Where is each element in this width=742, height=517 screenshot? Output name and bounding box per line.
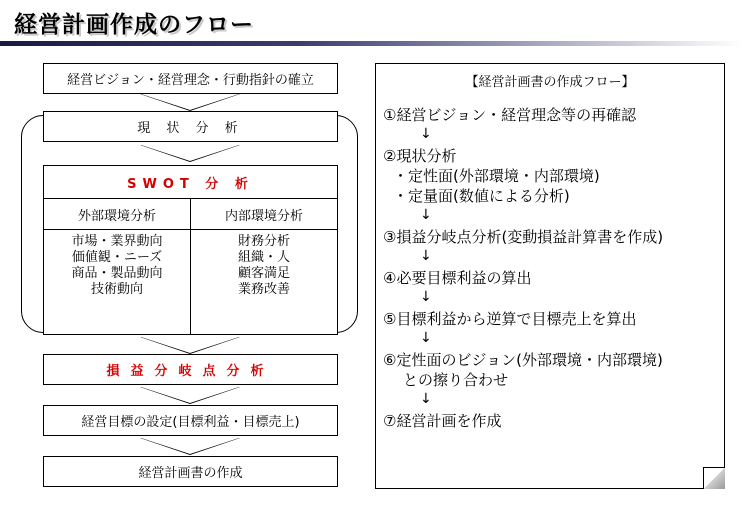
step-2-quantitative: ・定量面(数値による分析)	[393, 187, 570, 205]
flow-arrow-3	[140, 337, 240, 354]
internal-header: 内部環境分析	[191, 199, 337, 230]
external-header: 外部環境分析	[44, 199, 190, 230]
internal-item: 顧客満足	[237, 266, 290, 281]
current-analysis-box: 現 状 分 析	[43, 111, 338, 142]
step-6: ⑥定性面のビジョン(外部環境・内部環境)	[383, 351, 663, 369]
step-7: ⑦経営計画を作成	[383, 412, 502, 430]
step-4: ④必要目標利益の算出	[383, 269, 532, 287]
flow-arrow-4	[140, 387, 240, 404]
panel-title: 【経営計画書の作成フロー】	[465, 75, 635, 90]
external-item: 市場・業界動向	[71, 234, 163, 249]
title-underline-bar	[0, 41, 742, 46]
down-arrow: ↓	[420, 391, 432, 407]
flow-arrow-5	[140, 438, 240, 455]
internal-item: 財務分析	[237, 234, 290, 249]
internal-column	[190, 199, 337, 335]
page-curl-corner	[703, 467, 725, 489]
flow-arrow-2	[140, 145, 240, 162]
external-list	[44, 230, 190, 298]
step-5: ⑤目標利益から逆算で目標売上を算出	[383, 310, 637, 328]
page-title: 経営計画作成のフロー	[14, 12, 254, 38]
down-arrow: ↓	[420, 330, 432, 346]
step-1: ①経営ビジョン・経営理念等の再確認	[383, 106, 637, 124]
goal-setting-box: 経営目標の設定(目標利益・目標売上)	[43, 405, 338, 436]
breakeven-analysis-box: 損益分岐点分析	[43, 354, 338, 385]
flow-arrow-1	[140, 94, 240, 111]
swot-box	[43, 165, 338, 335]
external-column	[44, 199, 190, 335]
step-3: ③損益分岐点分析(変動損益計算書を作成)	[383, 228, 664, 246]
down-arrow: ↓	[420, 289, 432, 305]
external-item: 価値観・ニーズ	[71, 250, 163, 265]
internal-item: 組織・人	[237, 250, 290, 265]
step-2: ②現状分析	[383, 147, 457, 165]
down-arrow: ↓	[420, 207, 432, 223]
step-6-continued: との擦り合わせ	[403, 371, 509, 389]
internal-list	[191, 230, 337, 298]
plan-document-box: 経営計画書の作成	[43, 456, 338, 487]
down-arrow: ↓	[420, 248, 432, 264]
down-arrow: ↓	[420, 126, 432, 142]
step-2-qualitative: ・定性面(外部環境・内部環境)	[393, 167, 600, 185]
external-item: 商品・製品動向	[71, 266, 163, 281]
plan-flow-panel	[375, 63, 725, 489]
swot-title: SWOT 分 析	[44, 166, 337, 199]
internal-item: 業務改善	[237, 282, 290, 297]
external-item: 技術動向	[90, 282, 143, 297]
vision-box: 経営ビジョン・経営理念・行動指針の確立	[43, 63, 338, 94]
